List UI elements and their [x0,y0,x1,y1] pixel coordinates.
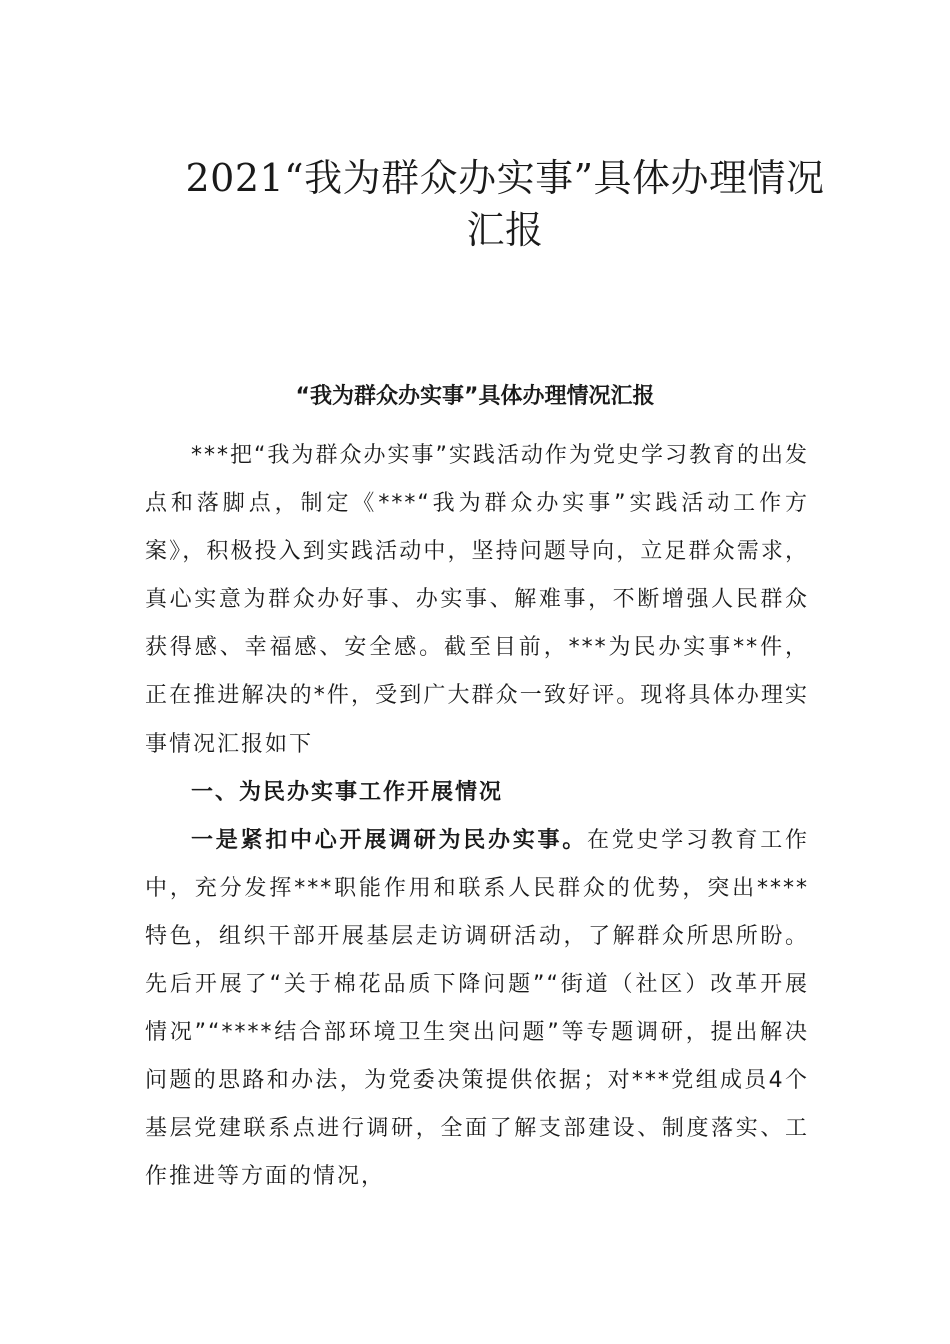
section-heading: 一、为民办实事工作开展情况 [191,779,504,805]
document-subtitle: “我为群众办实事”具体办理情况汇报 [295,384,655,409]
paragraph-text: 在党史学习教育工作中，充分发挥***职能作用和联系人民群众的优势，突出****特色，组织干部开展基层走访调研活动，了解群众所思所盼。先后开展了“关于棉花品质下降问题”“街道（社区）改革开展情况”“****结合部环境卫生突出问题”等专题调研，提出解决问题的思路和办法，为党委决策提供依据；对***党组成员4个基层党建联系点进行调研，全面了解支部建设、制度落实、工作推进等方面的情况， [145,827,809,1190]
document-body [145,432,809,1202]
section-paragraph [145,817,809,1202]
paragraph-lead: 一是紧扣中心开展调研为民办实事。 [191,827,587,853]
document-title-line-2: 汇报 [466,208,544,252]
intro-paragraph: ***把“我为群众办实事”实践活动作为党史学习教育的出发点和落脚点，制定《***“我为群众办实事”实践活动工作方案》，积极投入到实践活动中，坚持问题导向，立足群众需求，真心实意为群众办好事、办实事、解难事，不断增强人民群众获得感、幸福感、安全感。截至目前，***为民办实事**件，正在推进解决的*件，受到广大群众一致好评。现将具体办理实事情况汇报如下 [145,443,809,757]
document-title [150,152,860,256]
document-title-line-1: 2021“我为群众办实事”具体办理情况 [185,156,825,200]
